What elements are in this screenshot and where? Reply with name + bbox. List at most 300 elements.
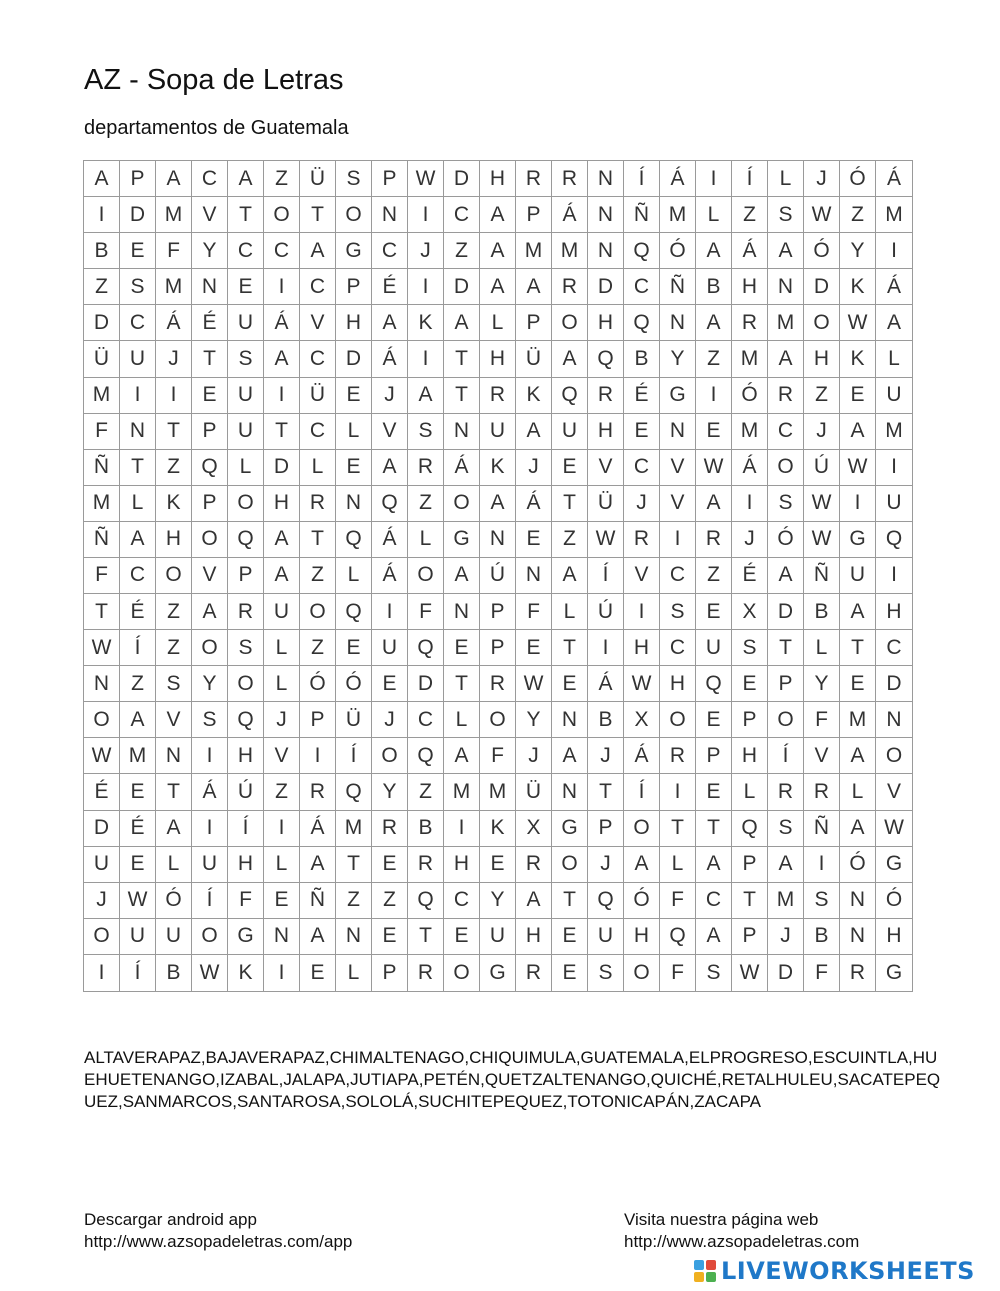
grid-cell[interactable]: N [588,197,624,233]
grid-cell[interactable]: Q [660,919,696,955]
grid-cell[interactable]: H [516,919,552,955]
grid-cell[interactable]: N [336,919,372,955]
grid-cell[interactable]: P [120,161,156,197]
grid-cell[interactable]: P [192,486,228,522]
grid-cell[interactable]: A [120,702,156,738]
grid-cell[interactable]: G [480,955,516,991]
grid-cell[interactable]: A [552,341,588,377]
grid-cell[interactable]: P [228,558,264,594]
grid-cell[interactable]: J [732,522,768,558]
grid-cell[interactable]: N [192,269,228,305]
grid-cell[interactable]: Q [228,702,264,738]
grid-cell[interactable]: S [696,955,732,991]
grid-cell[interactable]: A [300,847,336,883]
grid-cell[interactable]: Í [624,161,660,197]
grid-cell[interactable]: N [588,233,624,269]
grid-cell[interactable]: J [372,702,408,738]
grid-cell[interactable]: Í [228,811,264,847]
grid-cell[interactable]: M [732,341,768,377]
grid-cell[interactable]: A [876,305,912,341]
grid-cell[interactable]: I [408,269,444,305]
grid-cell[interactable]: M [336,811,372,847]
grid-cell[interactable]: R [408,847,444,883]
grid-cell[interactable]: A [192,594,228,630]
grid-cell[interactable]: T [408,919,444,955]
grid-cell[interactable]: G [876,847,912,883]
grid-cell[interactable]: Z [156,450,192,486]
grid-cell[interactable]: N [480,522,516,558]
grid-cell[interactable]: U [264,594,300,630]
grid-cell[interactable]: O [768,450,804,486]
grid-cell[interactable]: O [552,305,588,341]
grid-cell[interactable]: N [660,305,696,341]
grid-cell[interactable]: C [120,558,156,594]
grid-cell[interactable]: A [624,847,660,883]
grid-cell[interactable]: Á [516,486,552,522]
grid-cell[interactable]: L [804,630,840,666]
grid-cell[interactable]: V [660,486,696,522]
grid-cell[interactable]: E [264,883,300,919]
grid-cell[interactable]: R [588,378,624,414]
grid-cell[interactable]: B [804,919,840,955]
grid-cell[interactable]: N [768,269,804,305]
grid-cell[interactable]: A [696,486,732,522]
grid-cell[interactable]: R [660,738,696,774]
grid-cell[interactable]: Q [552,378,588,414]
grid-cell[interactable]: L [336,558,372,594]
grid-cell[interactable]: T [768,630,804,666]
grid-cell[interactable]: O [192,522,228,558]
grid-cell[interactable]: Q [732,811,768,847]
grid-cell[interactable]: S [768,811,804,847]
grid-cell[interactable]: F [228,883,264,919]
grid-cell[interactable]: O [156,558,192,594]
grid-cell[interactable]: D [120,197,156,233]
grid-cell[interactable]: I [264,811,300,847]
grid-cell[interactable]: T [228,197,264,233]
grid-cell[interactable]: W [84,738,120,774]
grid-cell[interactable]: M [840,702,876,738]
grid-cell[interactable]: O [768,702,804,738]
grid-cell[interactable]: E [372,847,408,883]
grid-cell[interactable]: Z [552,522,588,558]
grid-cell[interactable]: I [264,955,300,991]
grid-cell[interactable]: L [120,486,156,522]
grid-cell[interactable]: E [336,630,372,666]
grid-cell[interactable]: Á [264,305,300,341]
grid-cell[interactable]: K [840,269,876,305]
grid-cell[interactable]: Z [156,630,192,666]
grid-cell[interactable]: Ó [804,233,840,269]
grid-cell[interactable]: A [768,233,804,269]
grid-cell[interactable]: B [624,341,660,377]
grid-cell[interactable]: I [588,630,624,666]
grid-cell[interactable]: X [624,702,660,738]
grid-cell[interactable]: H [264,486,300,522]
grid-cell[interactable]: A [156,811,192,847]
grid-cell[interactable]: F [156,233,192,269]
grid-cell[interactable]: D [84,811,120,847]
grid-cell[interactable]: Q [408,738,444,774]
grid-cell[interactable]: I [84,197,120,233]
grid-cell[interactable]: Z [84,269,120,305]
grid-cell[interactable]: T [552,630,588,666]
grid-cell[interactable]: Á [876,269,912,305]
grid-cell[interactable]: R [516,955,552,991]
grid-cell[interactable]: V [372,414,408,450]
grid-cell[interactable]: H [624,630,660,666]
grid-cell[interactable]: Q [336,594,372,630]
grid-cell[interactable]: I [876,558,912,594]
grid-cell[interactable]: U [588,919,624,955]
grid-cell[interactable]: T [300,197,336,233]
grid-cell[interactable]: O [624,811,660,847]
grid-cell[interactable]: Y [480,883,516,919]
grid-cell[interactable]: E [516,630,552,666]
grid-cell[interactable]: R [300,486,336,522]
grid-cell[interactable]: H [660,666,696,702]
grid-cell[interactable]: S [732,630,768,666]
grid-cell[interactable]: O [660,702,696,738]
grid-cell[interactable]: A [696,847,732,883]
grid-cell[interactable]: L [264,666,300,702]
grid-cell[interactable]: P [516,197,552,233]
grid-cell[interactable]: Á [624,738,660,774]
grid-cell[interactable]: N [120,414,156,450]
grid-cell[interactable]: Y [192,233,228,269]
grid-cell[interactable]: H [588,305,624,341]
grid-cell[interactable]: D [408,666,444,702]
grid-cell[interactable]: Á [552,197,588,233]
grid-cell[interactable]: E [696,774,732,810]
grid-cell[interactable]: A [696,233,732,269]
grid-cell[interactable]: I [408,197,444,233]
grid-cell[interactable]: Q [372,486,408,522]
grid-cell[interactable]: F [804,702,840,738]
grid-cell[interactable]: N [588,161,624,197]
grid-cell[interactable]: K [408,305,444,341]
grid-cell[interactable]: Ñ [300,883,336,919]
grid-cell[interactable]: A [768,558,804,594]
grid-cell[interactable]: T [552,486,588,522]
grid-cell[interactable]: V [876,774,912,810]
grid-cell[interactable]: J [588,847,624,883]
grid-cell[interactable]: E [120,233,156,269]
grid-cell[interactable]: R [228,594,264,630]
grid-cell[interactable]: J [588,738,624,774]
grid-cell[interactable]: B [804,594,840,630]
grid-cell[interactable]: G [840,522,876,558]
grid-cell[interactable]: I [264,269,300,305]
grid-cell[interactable]: Z [408,486,444,522]
grid-cell[interactable]: E [552,955,588,991]
grid-cell[interactable]: Ó [336,666,372,702]
grid-cell[interactable]: P [696,738,732,774]
grid-cell[interactable]: K [516,378,552,414]
grid-cell[interactable]: B [156,955,192,991]
grid-cell[interactable]: T [120,450,156,486]
grid-cell[interactable]: L [444,702,480,738]
grid-cell[interactable]: U [228,414,264,450]
grid-cell[interactable]: Á [732,233,768,269]
grid-cell[interactable]: Á [300,811,336,847]
grid-cell[interactable]: Y [516,702,552,738]
grid-cell[interactable]: U [876,378,912,414]
grid-cell[interactable]: X [732,594,768,630]
grid-cell[interactable]: N [552,702,588,738]
grid-cell[interactable]: A [264,522,300,558]
grid-cell[interactable]: M [732,414,768,450]
grid-cell[interactable]: L [228,450,264,486]
grid-cell[interactable]: E [300,955,336,991]
grid-cell[interactable]: C [444,197,480,233]
grid-cell[interactable]: A [300,919,336,955]
grid-cell[interactable]: É [192,305,228,341]
grid-cell[interactable]: S [192,702,228,738]
grid-cell[interactable]: Á [372,558,408,594]
grid-cell[interactable]: E [120,774,156,810]
grid-cell[interactable]: Z [156,594,192,630]
grid-cell[interactable]: U [876,486,912,522]
grid-cell[interactable]: M [876,197,912,233]
grid-cell[interactable]: R [516,847,552,883]
grid-cell[interactable]: H [588,414,624,450]
grid-cell[interactable]: L [552,594,588,630]
grid-cell[interactable]: R [480,666,516,702]
grid-cell[interactable]: L [876,341,912,377]
grid-cell[interactable]: J [84,883,120,919]
grid-cell[interactable]: W [840,450,876,486]
grid-cell[interactable]: V [192,558,228,594]
grid-cell[interactable]: Ü [588,486,624,522]
grid-cell[interactable]: Ó [156,883,192,919]
grid-cell[interactable]: D [876,666,912,702]
grid-cell[interactable]: W [120,883,156,919]
grid-cell[interactable]: Z [372,883,408,919]
grid-cell[interactable]: D [264,450,300,486]
grid-cell[interactable]: O [444,486,480,522]
grid-cell[interactable]: K [228,955,264,991]
grid-cell[interactable]: A [516,883,552,919]
grid-cell[interactable]: E [732,666,768,702]
grid-cell[interactable]: S [768,197,804,233]
grid-cell[interactable]: D [444,269,480,305]
grid-cell[interactable]: P [588,811,624,847]
grid-cell[interactable]: N [156,738,192,774]
grid-cell[interactable]: A [840,594,876,630]
grid-cell[interactable]: O [480,702,516,738]
grid-cell[interactable]: F [660,955,696,991]
grid-cell[interactable]: U [840,558,876,594]
grid-cell[interactable]: E [696,594,732,630]
grid-cell[interactable]: Ó [840,161,876,197]
grid-cell[interactable]: U [228,378,264,414]
grid-cell[interactable]: R [300,774,336,810]
grid-cell[interactable]: L [336,414,372,450]
grid-cell[interactable]: É [84,774,120,810]
grid-cell[interactable]: T [336,847,372,883]
grid-cell[interactable]: A [480,197,516,233]
grid-cell[interactable]: D [84,305,120,341]
grid-cell[interactable]: T [552,883,588,919]
grid-cell[interactable]: R [732,305,768,341]
grid-cell[interactable]: P [480,630,516,666]
grid-cell[interactable]: G [336,233,372,269]
grid-cell[interactable]: V [264,738,300,774]
grid-cell[interactable]: C [696,883,732,919]
grid-cell[interactable]: M [156,269,192,305]
grid-cell[interactable]: W [192,955,228,991]
grid-cell[interactable]: L [732,774,768,810]
grid-cell[interactable]: N [444,414,480,450]
grid-cell[interactable]: D [804,269,840,305]
grid-cell[interactable]: E [840,666,876,702]
grid-cell[interactable]: D [336,341,372,377]
grid-cell[interactable]: N [840,883,876,919]
grid-cell[interactable]: L [300,450,336,486]
grid-cell[interactable]: O [552,847,588,883]
grid-cell[interactable]: Á [444,450,480,486]
grid-cell[interactable]: P [372,161,408,197]
grid-cell[interactable]: Ú [480,558,516,594]
grid-cell[interactable]: Q [696,666,732,702]
grid-cell[interactable]: B [408,811,444,847]
grid-cell[interactable]: A [696,305,732,341]
grid-cell[interactable]: H [732,738,768,774]
grid-cell[interactable]: M [516,233,552,269]
grid-cell[interactable]: F [516,594,552,630]
grid-cell[interactable]: S [120,269,156,305]
grid-cell[interactable]: A [444,558,480,594]
grid-cell[interactable]: E [696,702,732,738]
grid-cell[interactable]: Q [228,522,264,558]
grid-cell[interactable]: N [264,919,300,955]
footer-app-link[interactable]: http://www.azsopadeletras.com/app [84,1232,353,1251]
grid-cell[interactable]: E [696,414,732,450]
grid-cell[interactable]: J [372,378,408,414]
grid-cell[interactable]: Ñ [84,522,120,558]
grid-cell[interactable]: O [336,197,372,233]
grid-cell[interactable]: D [444,161,480,197]
grid-cell[interactable]: N [372,197,408,233]
grid-cell[interactable]: I [120,378,156,414]
grid-cell[interactable]: R [768,774,804,810]
grid-cell[interactable]: Á [372,341,408,377]
grid-cell[interactable]: A [84,161,120,197]
grid-cell[interactable]: A [516,414,552,450]
grid-cell[interactable]: Q [336,522,372,558]
grid-cell[interactable]: P [516,305,552,341]
grid-cell[interactable]: W [588,522,624,558]
grid-cell[interactable]: G [552,811,588,847]
grid-cell[interactable]: C [768,414,804,450]
grid-cell[interactable]: R [840,955,876,991]
grid-cell[interactable]: I [876,450,912,486]
grid-cell[interactable]: N [84,666,120,702]
grid-cell[interactable]: Í [732,161,768,197]
grid-cell[interactable]: A [372,450,408,486]
grid-cell[interactable]: C [876,630,912,666]
grid-cell[interactable]: J [804,414,840,450]
grid-cell[interactable]: Q [336,774,372,810]
grid-cell[interactable]: Z [696,558,732,594]
grid-cell[interactable]: E [552,666,588,702]
grid-cell[interactable]: I [876,233,912,269]
grid-cell[interactable]: É [120,811,156,847]
grid-cell[interactable]: I [660,522,696,558]
grid-cell[interactable]: I [264,378,300,414]
grid-cell[interactable]: E [480,847,516,883]
grid-cell[interactable]: É [120,594,156,630]
grid-cell[interactable]: N [336,486,372,522]
grid-cell[interactable]: E [552,450,588,486]
grid-cell[interactable]: P [192,414,228,450]
grid-cell[interactable]: C [300,269,336,305]
grid-cell[interactable]: O [264,197,300,233]
grid-cell[interactable]: F [84,414,120,450]
grid-cell[interactable]: H [336,305,372,341]
grid-cell[interactable]: C [192,161,228,197]
grid-cell[interactable]: Q [588,341,624,377]
grid-cell[interactable]: H [156,522,192,558]
grid-cell[interactable]: Ó [624,883,660,919]
grid-cell[interactable]: Á [732,450,768,486]
grid-cell[interactable]: E [840,378,876,414]
grid-cell[interactable]: A [480,269,516,305]
grid-cell[interactable]: S [228,630,264,666]
grid-cell[interactable]: A [552,558,588,594]
grid-cell[interactable]: W [408,161,444,197]
grid-cell[interactable]: A [768,341,804,377]
grid-cell[interactable]: Ó [732,378,768,414]
grid-cell[interactable]: U [120,341,156,377]
grid-cell[interactable]: Z [444,233,480,269]
grid-cell[interactable]: R [624,522,660,558]
grid-cell[interactable]: Í [192,883,228,919]
grid-cell[interactable]: S [408,414,444,450]
grid-cell[interactable]: B [588,702,624,738]
grid-cell[interactable]: M [156,197,192,233]
grid-cell[interactable]: E [624,414,660,450]
grid-cell[interactable]: L [264,847,300,883]
grid-cell[interactable]: Ü [300,161,336,197]
grid-cell[interactable]: M [444,774,480,810]
grid-cell[interactable]: L [336,955,372,991]
grid-cell[interactable]: S [588,955,624,991]
grid-cell[interactable]: U [480,414,516,450]
grid-cell[interactable]: K [156,486,192,522]
grid-cell[interactable]: E [228,269,264,305]
grid-cell[interactable]: Z [336,883,372,919]
grid-cell[interactable]: J [408,233,444,269]
grid-cell[interactable]: F [660,883,696,919]
grid-cell[interactable]: R [552,269,588,305]
grid-cell[interactable]: L [768,161,804,197]
grid-cell[interactable]: H [480,341,516,377]
grid-cell[interactable]: E [516,522,552,558]
grid-cell[interactable]: P [300,702,336,738]
grid-cell[interactable]: T [444,378,480,414]
grid-cell[interactable]: N [840,919,876,955]
grid-cell[interactable]: M [84,378,120,414]
grid-cell[interactable]: C [660,558,696,594]
grid-cell[interactable]: N [876,702,912,738]
grid-cell[interactable]: Ü [336,702,372,738]
grid-cell[interactable]: Q [408,883,444,919]
grid-cell[interactable]: Í [336,738,372,774]
grid-cell[interactable]: V [300,305,336,341]
grid-cell[interactable]: I [696,378,732,414]
